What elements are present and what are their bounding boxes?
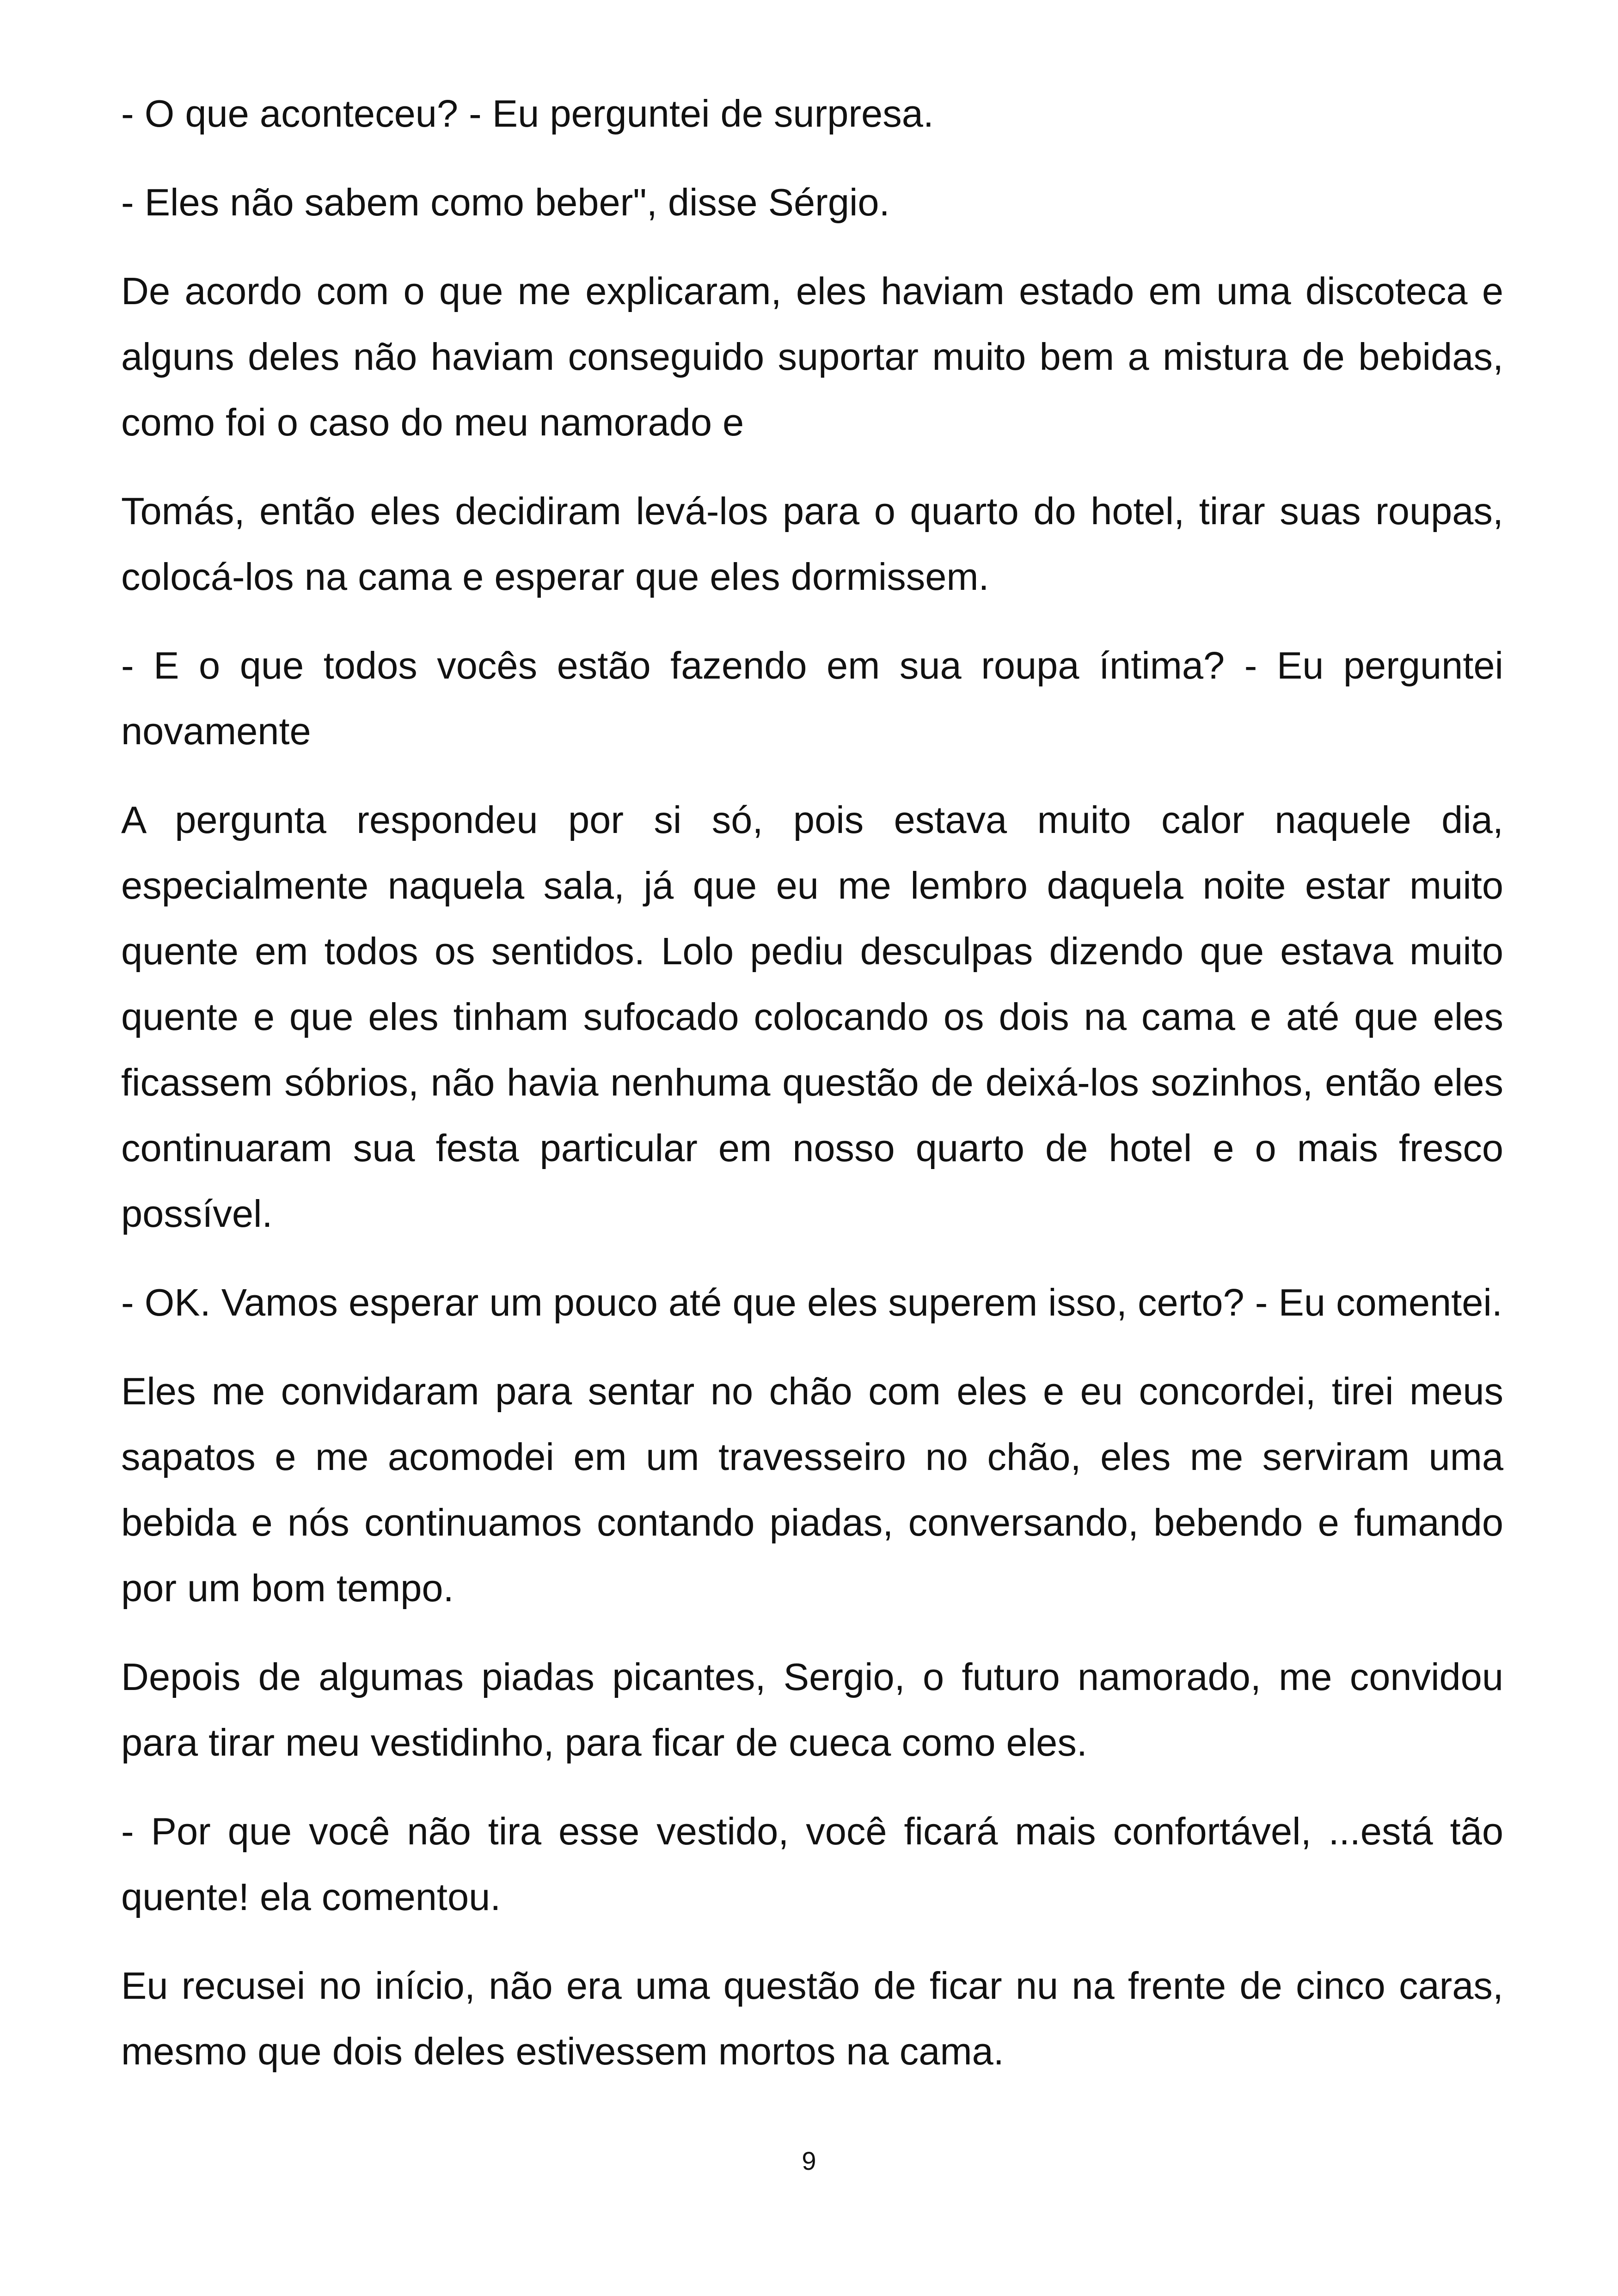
- paragraph: - E o que todos vocês estão fazendo em sua roupa íntima? - Eu perguntei novamente: [121, 644, 1503, 753]
- paragraph: De acordo com o que me explicaram, eles haviam estado em uma discoteca e alguns deles não haviam conseguido suportar muito bem a mistura de bebidas, como foi o caso do meu namorado e: [121, 269, 1503, 444]
- paragraph: - O que aconteceu? - Eu perguntei de surpresa.: [121, 92, 934, 135]
- paragraph: - Eles não sabem como beber", disse Sérgio.: [121, 181, 890, 224]
- page-body: [121, 81, 1503, 2107]
- paragraph: Eles me convidaram para sentar no chão com eles e eu concordei, tirei meus sapatos e me acomodei em um travesseiro no chão, eles me serviram uma bebida e nós continuamos contando piadas, conversando, bebendo e fumando por um bom tempo.: [121, 1370, 1503, 1610]
- paragraph: Tomás, então eles decidiram levá-los para o quarto do hotel, tirar suas roupas, colocá-los na cama e esperar que eles dormissem.: [121, 490, 1503, 598]
- paragraph: - OK. Vamos esperar um pouco até que eles superem isso, certo? - Eu comentei.: [121, 1281, 1502, 1324]
- page-number: 9: [802, 2146, 816, 2175]
- paragraph: A pergunta respondeu por si só, pois estava muito calor naquele dia, especialmente naquela sala, já que eu me lembro daquela noite estar muito quente em todos os sentidos. Lolo pediu desculpas dizendo que estava muito quente e que eles tinham sufocado colocando os dois na cama e até que eles ficassem sóbrios, não havia nenhuma questão de deixá-los sozinhos, então eles continuaram sua festa particular em nosso quarto de hotel e o mais fresco possível.: [121, 798, 1503, 1235]
- paragraph: - Por que você não tira esse vestido, você ficará mais confortável, ...está tão quente! ela comentou.: [121, 1810, 1503, 1918]
- paragraph: Depois de algumas piadas picantes, Sergio, o futuro namorado, me convidou para tirar meu vestidinho, para ficar de cueca como eles.: [121, 1655, 1503, 1764]
- paragraph: Eu recusei no início, não era uma questão de ficar nu na frente de cinco caras, mesmo que dois deles estivessem mortos na cama.: [121, 1964, 1503, 2073]
